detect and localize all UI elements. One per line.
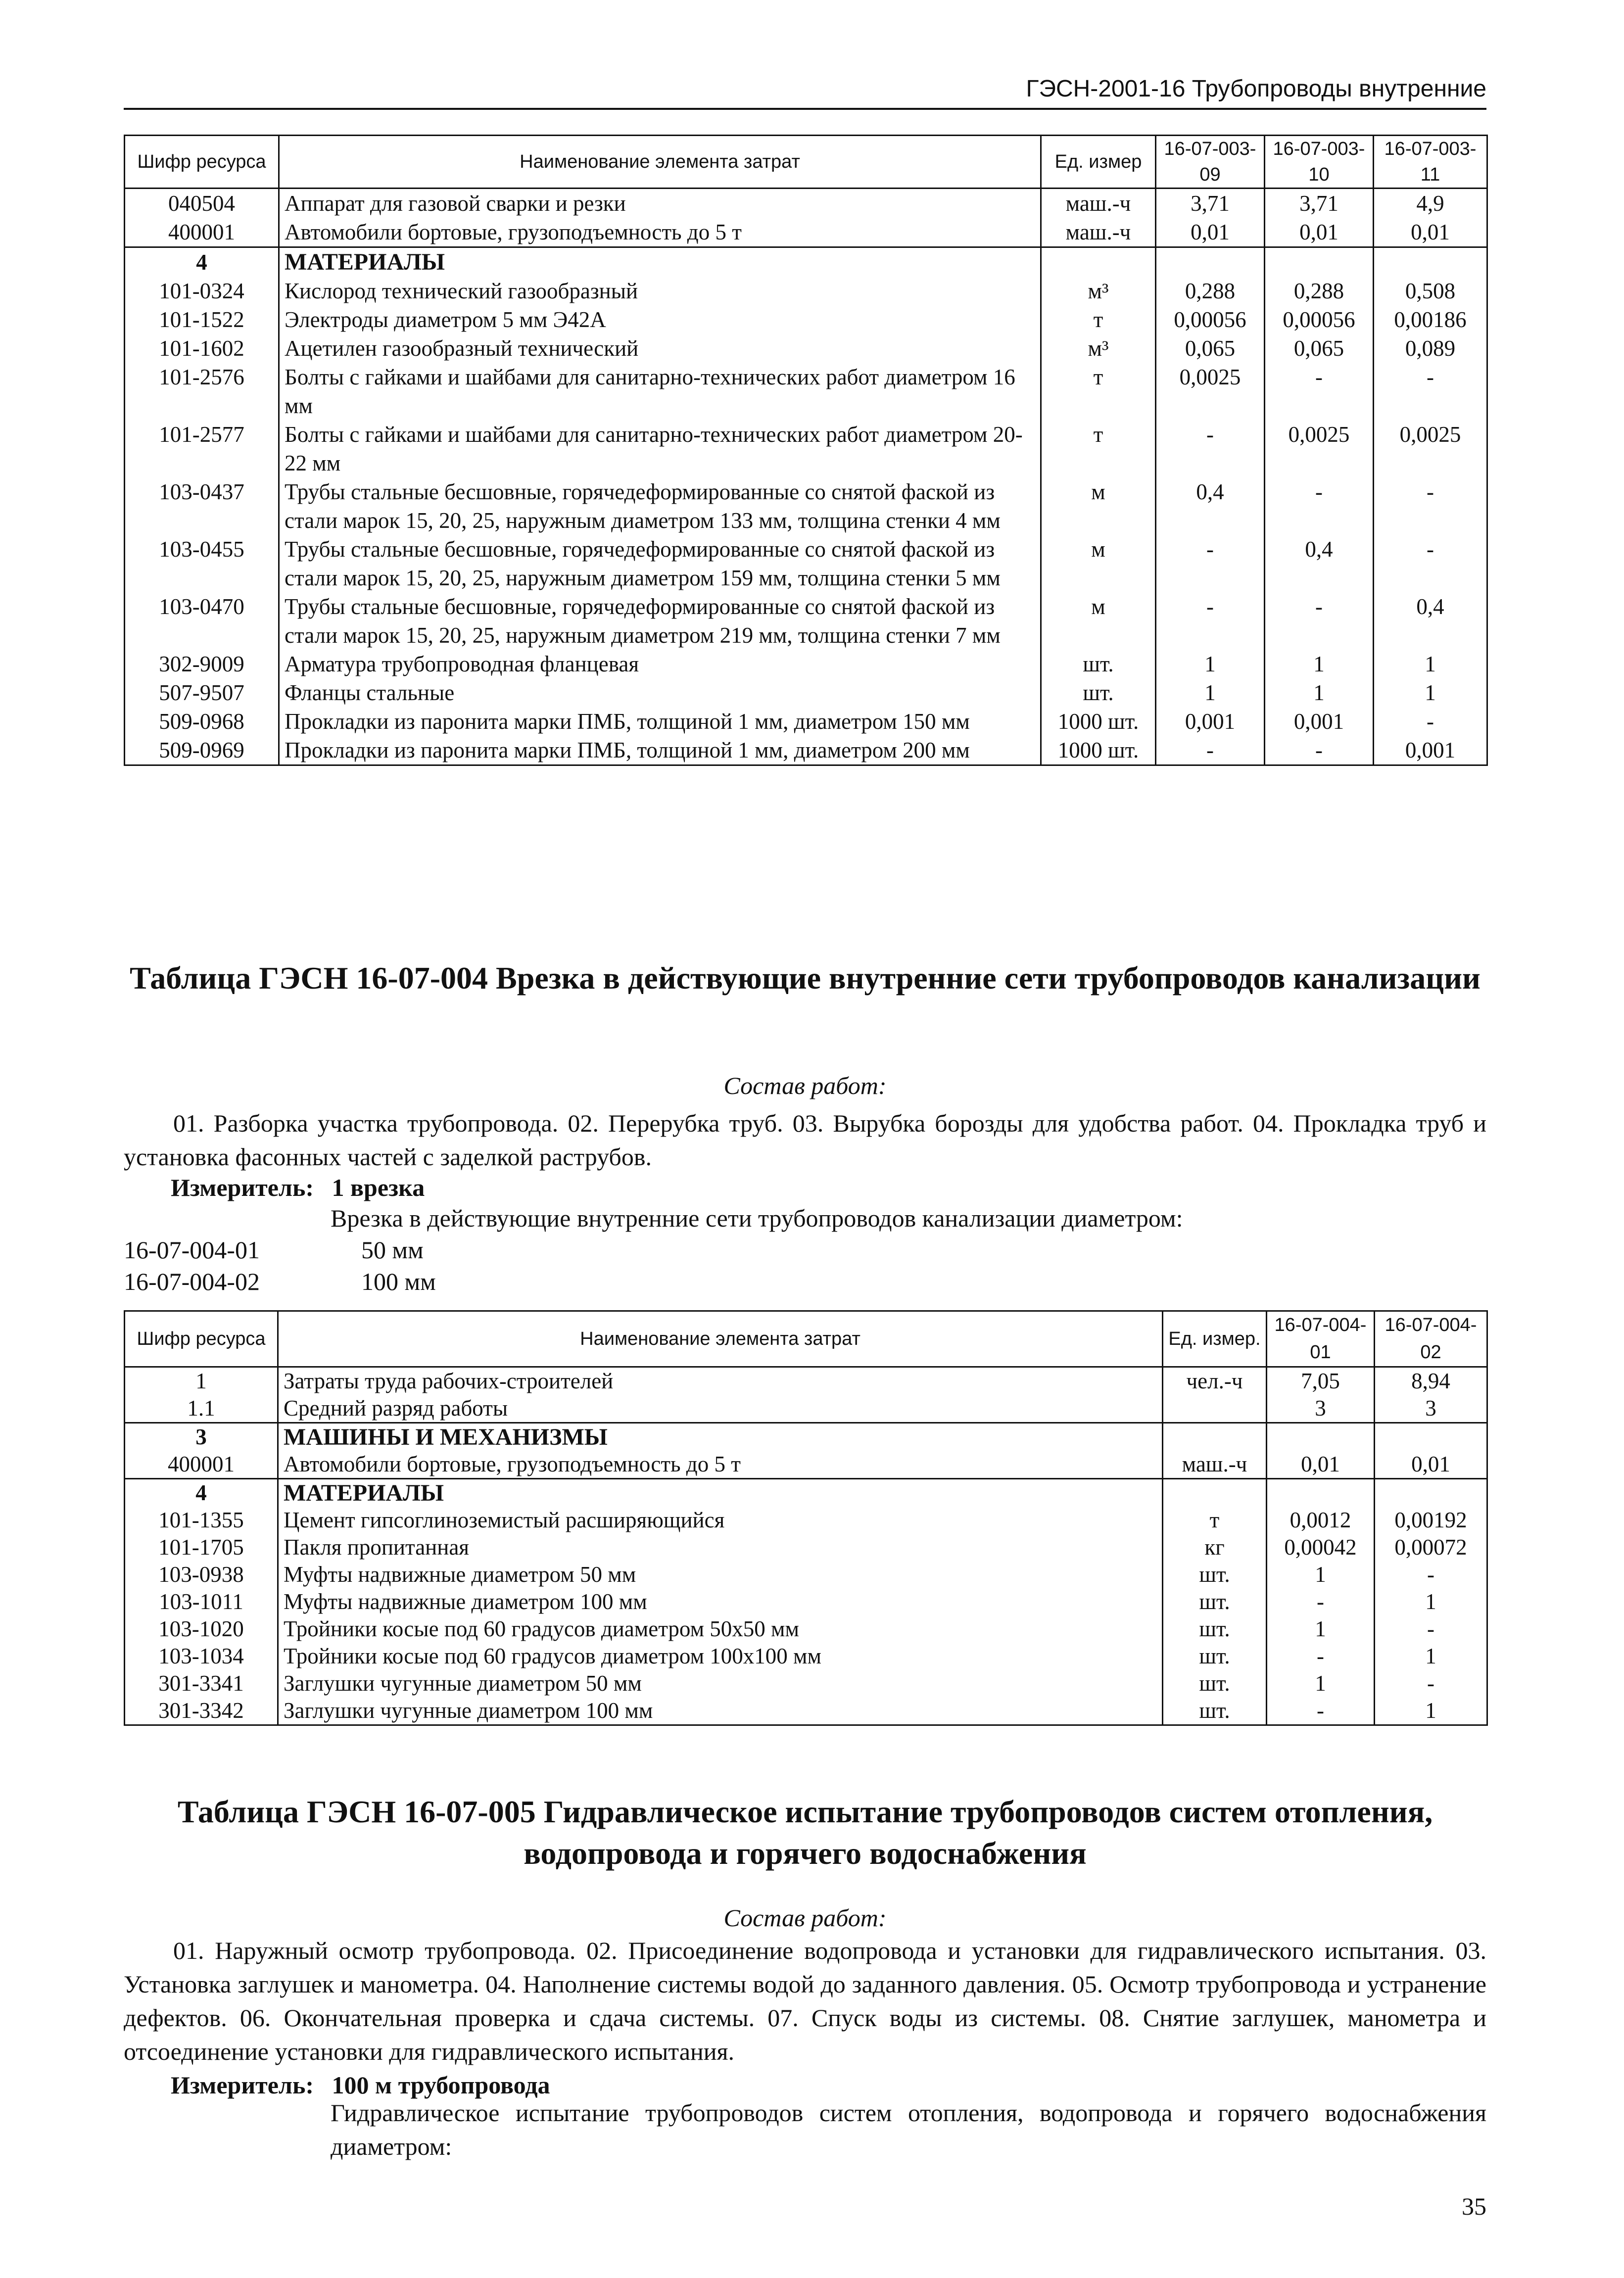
unit-cell: шт.	[1041, 650, 1156, 678]
resource-code-cell: 103-0938	[125, 1561, 278, 1588]
column-header-name: Наименование элемента затрат	[278, 1311, 1163, 1367]
unit-cell: 1000 шт.	[1041, 736, 1156, 765]
norm-value-cell: 0,288	[1156, 277, 1265, 305]
table-row	[125, 1367, 1487, 1395]
unit-cell: 1000 шт.	[1041, 707, 1156, 736]
resource-name-cell: Автомобили бортовые, грузоподъемность до 5 т	[279, 218, 1041, 247]
norm-value-cell: -	[1267, 1697, 1375, 1725]
resource-name-cell: Аппарат для газовой сварки и резки	[279, 189, 1041, 218]
column-header-code: Шифр ресурса	[125, 1311, 278, 1367]
norm-value-cell: -	[1375, 1670, 1487, 1697]
variant-row	[124, 1234, 424, 1266]
norm-value-cell: -	[1265, 592, 1374, 650]
resource-code-cell: 400001	[125, 1451, 278, 1479]
norm-value-cell: 0,508	[1374, 277, 1487, 305]
norm-value-cell: 0,0025	[1265, 420, 1374, 477]
column-header-norm: 16-07-004-01	[1267, 1311, 1375, 1367]
unit-cell: м³	[1041, 334, 1156, 363]
resource-name-cell: Кислород технический газообразный	[279, 277, 1041, 305]
unit-cell: шт.	[1163, 1588, 1267, 1615]
table-row	[125, 420, 1487, 477]
norm-value-cell: 0,065	[1265, 334, 1374, 363]
running-header: ГЭСН-2001-16 Трубопроводы внутренние	[124, 73, 1486, 110]
norm-value-cell: 1	[1265, 678, 1374, 707]
norm-value-cell: 0,288	[1265, 277, 1374, 305]
norm-value-cell: 1	[1267, 1615, 1375, 1643]
resource-name-cell: МАТЕРИАЛЫ	[279, 247, 1041, 277]
table-title-16-07-004: Таблица ГЭСН 16-07-004 Врезка в действующие внутренние сети трубопроводов канализации	[130, 960, 1481, 996]
norm-value-cell	[1267, 1423, 1375, 1451]
norm-value-cell: 3,71	[1156, 189, 1265, 218]
unit-cell: т	[1041, 305, 1156, 334]
unit-cell: шт.	[1041, 678, 1156, 707]
norm-value-cell: 0,01	[1374, 218, 1487, 247]
unit-cell: шт.	[1163, 1643, 1267, 1670]
norm-value-cell: 1	[1375, 1697, 1487, 1725]
table-row	[125, 678, 1487, 707]
norm-value-cell: 0,00056	[1265, 305, 1374, 334]
unit-cell	[1041, 247, 1156, 277]
norm-value-cell	[1267, 1479, 1375, 1507]
table-row	[125, 535, 1487, 592]
resource-table-16-07-004	[124, 1310, 1488, 1726]
norm-value-cell: -	[1265, 736, 1374, 765]
norm-value-cell: 1	[1267, 1670, 1375, 1697]
table-row	[125, 650, 1487, 678]
norm-value-cell: 8,94	[1375, 1367, 1487, 1395]
table-section-row	[125, 1479, 1487, 1507]
norm-value-cell: 1	[1375, 1643, 1487, 1670]
work-composition-heading: Состав работ:	[723, 1072, 887, 1099]
table-section-row	[125, 1423, 1487, 1451]
norm-value-cell: 4,9	[1374, 189, 1487, 218]
resource-name-cell: Арматура трубопроводная фланцевая	[279, 650, 1041, 678]
resource-code-cell: 302-9009	[125, 650, 279, 678]
norm-value-cell: -	[1374, 363, 1487, 420]
resource-code-cell: 3	[125, 1423, 278, 1451]
norm-value-cell: -	[1267, 1588, 1375, 1615]
unit-cell: м³	[1041, 277, 1156, 305]
variant-row	[124, 1266, 436, 1297]
resource-name-cell: Трубы стальные бесшовные, горячедеформированные со снятой фаской из стали марок 15, 20, 25, наружным диаметром 133 мм, толщина стенки 4 мм	[279, 477, 1041, 535]
unit-cell: т	[1163, 1507, 1267, 1534]
resource-name-cell: Ацетилен газообразный технический	[279, 334, 1041, 363]
measure-label: Измеритель:	[171, 2071, 314, 2099]
norm-value-cell: 0,0025	[1156, 363, 1265, 420]
norm-value-cell: 0,4	[1156, 477, 1265, 535]
norm-value-cell: -	[1156, 535, 1265, 592]
resource-code-cell: 101-1705	[125, 1534, 278, 1561]
resource-code-cell: 4	[125, 1479, 278, 1507]
norm-value-cell: 3	[1375, 1395, 1487, 1423]
norm-value-cell: 0,001	[1156, 707, 1265, 736]
table-header-row	[125, 136, 1487, 189]
norm-value-cell: 0,0025	[1374, 420, 1487, 477]
column-header-unit: Ед. измер.	[1163, 1311, 1267, 1367]
resource-code-cell: 101-2577	[125, 420, 279, 477]
resource-code-cell: 4	[125, 247, 279, 277]
unit-cell: шт.	[1163, 1615, 1267, 1643]
table-row	[125, 1395, 1487, 1423]
resource-code-cell: 509-0968	[125, 707, 279, 736]
resource-name-cell: Прокладки из паронита марки ПМБ, толщиной 1 мм, диаметром 200 мм	[279, 736, 1041, 765]
unit-cell: шт.	[1163, 1670, 1267, 1697]
norm-value-cell: -	[1156, 420, 1265, 477]
norm-value-cell: 0,00192	[1375, 1507, 1487, 1534]
table-row	[125, 363, 1487, 420]
variant-intro: Гидравлическое испытание трубопроводов систем отопления, водопровода и горячего водоснабжения диаметром:	[331, 2099, 1486, 2160]
variant-code: 16-07-004-01	[124, 1236, 260, 1264]
variant-intro: Врезка в действующие внутренние сети трубопроводов канализации диаметром:	[331, 1204, 1183, 1232]
table-row	[125, 189, 1487, 218]
norm-value-cell: 0,01	[1375, 1451, 1487, 1479]
table-row	[125, 334, 1487, 363]
resource-code-cell: 040504	[125, 189, 279, 218]
table-row	[125, 1561, 1487, 1588]
resource-name-cell: Болты с гайками и шайбами для санитарно-технических работ диаметром 16 мм	[279, 363, 1041, 420]
table-row	[125, 277, 1487, 305]
table-row	[125, 1507, 1487, 1534]
resource-name-cell: Муфты надвижные диаметром 50 мм	[278, 1561, 1163, 1588]
resource-code-cell: 1.1	[125, 1395, 278, 1423]
resource-name-cell: Электроды диаметром 5 мм Э42А	[279, 305, 1041, 334]
table-row	[125, 1534, 1487, 1561]
resource-name-cell: МАТЕРИАЛЫ	[278, 1479, 1163, 1507]
unit-cell: шт.	[1163, 1697, 1267, 1725]
unit-cell: м	[1041, 592, 1156, 650]
unit-cell: маш.-ч	[1163, 1451, 1267, 1479]
norm-value-cell: 0,00056	[1156, 305, 1265, 334]
resource-name-cell: Трубы стальные бесшовные, горячедеформированные со снятой фаской из стали марок 15, 20, 25, наружным диаметром 159 мм, толщина стенки 5 мм	[279, 535, 1041, 592]
resource-code-cell: 507-9507	[125, 678, 279, 707]
resource-code-cell: 509-0969	[125, 736, 279, 765]
norm-value-cell	[1375, 1423, 1487, 1451]
resource-name-cell: Средний разряд работы	[278, 1395, 1163, 1423]
resource-name-cell: Болты с гайками и шайбами для санитарно-технических работ диаметром 20-22 мм	[279, 420, 1041, 477]
table-row	[125, 592, 1487, 650]
norm-value-cell	[1374, 247, 1487, 277]
norm-value-cell: 0,001	[1265, 707, 1374, 736]
norm-value-cell: 1	[1156, 678, 1265, 707]
column-header-norm: 16-07-003-11	[1374, 136, 1487, 189]
column-header-name: Наименование элемента затрат	[279, 136, 1041, 189]
norm-value-cell: 0,01	[1267, 1451, 1375, 1479]
norm-value-cell: -	[1375, 1615, 1487, 1643]
norm-value-cell: 0,0012	[1267, 1507, 1375, 1534]
norm-value-cell: 1	[1265, 650, 1374, 678]
resource-code-cell: 101-1602	[125, 334, 279, 363]
table-section-row	[125, 247, 1487, 277]
measure-label: Измеритель:	[171, 1174, 314, 1201]
table-row	[125, 477, 1487, 535]
norm-value-cell: 0,01	[1156, 218, 1265, 247]
norm-value-cell: 1	[1374, 650, 1487, 678]
unit-cell: т	[1041, 420, 1156, 477]
norm-value-cell	[1156, 247, 1265, 277]
resource-name-cell: Затраты труда рабочих-строителей	[278, 1367, 1163, 1395]
norm-value-cell: -	[1265, 363, 1374, 420]
resource-name-cell: Фланцы стальные	[279, 678, 1041, 707]
resource-name-cell: МАШИНЫ И МЕХАНИЗМЫ	[278, 1423, 1163, 1451]
unit-cell: м	[1041, 535, 1156, 592]
resource-name-cell: Цемент гипсоглиноземистый расширяющийся	[278, 1507, 1163, 1534]
resource-table-16-07-003	[124, 135, 1488, 766]
norm-value-cell: 3,71	[1265, 189, 1374, 218]
unit-cell: маш.-ч	[1041, 218, 1156, 247]
table-row	[125, 736, 1487, 765]
work-composition-text: 01. Наружный осмотр трубопровода. 02. Присоединение водопровода и установки для гидравлического испытания. 03. Установка заглушек и манометра. 04. Наполнение системы водой до заданного давления. 05. Осмотр трубопровода и устранение дефектов. 06. Окончательная проверка и сдача системы. 07. Спуск воды из системы. 08. Снятие заглушек, манометра и отсоединение установки для гидравлического испытания.	[124, 1937, 1486, 2065]
norm-value-cell: 0,01	[1265, 218, 1374, 247]
resource-code-cell: 101-1355	[125, 1507, 278, 1534]
unit-cell: чел.-ч	[1163, 1367, 1267, 1395]
norm-value-cell: -	[1374, 535, 1487, 592]
norm-value-cell: 0,001	[1374, 736, 1487, 765]
norm-value-cell: 0,00042	[1267, 1534, 1375, 1561]
unit-cell: м	[1041, 477, 1156, 535]
resource-code-cell: 101-2576	[125, 363, 279, 420]
resource-name-cell: Пакля пропитанная	[278, 1534, 1163, 1561]
norm-value-cell: 3	[1267, 1395, 1375, 1423]
norm-value-cell: -	[1156, 592, 1265, 650]
unit-cell: шт.	[1163, 1561, 1267, 1588]
norm-value-cell: 0,00072	[1375, 1534, 1487, 1561]
table-row	[125, 707, 1487, 736]
norm-value-cell: 0,00186	[1374, 305, 1487, 334]
resource-code-cell: 103-1020	[125, 1615, 278, 1643]
work-composition-text: 01. Разборка участка трубопровода. 02. Перерубка труб. 03. Вырубка борозды для удобства работ. 04. Прокладка труб и установка фасонных частей с заделкой раструбов.	[124, 1109, 1486, 1171]
resource-name-cell: Тройники косые под 60 градусов диаметром 50х50 мм	[278, 1615, 1163, 1643]
resource-code-cell: 301-3341	[125, 1670, 278, 1697]
table-row	[125, 1615, 1487, 1643]
norm-value-cell: 7,05	[1267, 1367, 1375, 1395]
norm-value-cell: 1	[1267, 1561, 1375, 1588]
unit-cell: маш.-ч	[1041, 189, 1156, 218]
norm-value-cell: 1	[1374, 678, 1487, 707]
table-row	[125, 1670, 1487, 1697]
work-composition-heading: Состав работ:	[723, 1904, 887, 1932]
norm-value-cell: -	[1267, 1643, 1375, 1670]
unit-cell: кг	[1163, 1534, 1267, 1561]
resource-name-cell: Заглушки чугунные диаметром 100 мм	[278, 1697, 1163, 1725]
unit-cell	[1163, 1423, 1267, 1451]
measure-unit	[171, 1172, 425, 1203]
norm-value-cell: 0,089	[1374, 334, 1487, 363]
norm-value-cell: -	[1156, 736, 1265, 765]
column-header-norm: 16-07-003-10	[1265, 136, 1374, 189]
page-number: 35	[1462, 2192, 1486, 2220]
column-header-norm: 16-07-003-09	[1156, 136, 1265, 189]
table-row	[125, 305, 1487, 334]
resource-name-cell: Автомобили бортовые, грузоподъемность до 5 т	[278, 1451, 1163, 1479]
table-title-16-07-005: Таблица ГЭСН 16-07-005 Гидравлическое испытание трубопроводов систем отопления, водопровода и горячего водоснабжения	[177, 1794, 1433, 1871]
column-header-code: Шифр ресурса	[125, 136, 279, 189]
resource-code-cell: 103-1034	[125, 1643, 278, 1670]
norm-value-cell: -	[1265, 477, 1374, 535]
norm-value-cell	[1265, 247, 1374, 277]
unit-cell	[1163, 1395, 1267, 1423]
resource-code-cell: 400001	[125, 218, 279, 247]
resource-name-cell: Трубы стальные бесшовные, горячедеформированные со снятой фаской из стали марок 15, 20, 25, наружным диаметром 219 мм, толщина стенки 7 мм	[279, 592, 1041, 650]
norm-value-cell: 0,4	[1374, 592, 1487, 650]
column-header-norm: 16-07-004-02	[1375, 1311, 1487, 1367]
table-row	[125, 218, 1487, 247]
unit-cell: т	[1041, 363, 1156, 420]
resource-code-cell: 101-1522	[125, 305, 279, 334]
table-row	[125, 1643, 1487, 1670]
column-header-unit: Ед. измер	[1041, 136, 1156, 189]
resource-code-cell: 103-0470	[125, 592, 279, 650]
norm-value-cell: 0,065	[1156, 334, 1265, 363]
resource-name-cell: Муфты надвижные диаметром 100 мм	[278, 1588, 1163, 1615]
variant-value: 100 мм	[361, 1268, 436, 1295]
norm-value-cell: -	[1374, 707, 1487, 736]
norm-value-cell	[1375, 1479, 1487, 1507]
resource-code-cell: 103-1011	[125, 1588, 278, 1615]
resource-code-cell: 101-0324	[125, 277, 279, 305]
measure-value: 1 врезка	[332, 1174, 425, 1201]
resource-code-cell: 103-0437	[125, 477, 279, 535]
resource-name-cell: Тройники косые под 60 градусов диаметром 100х100 мм	[278, 1643, 1163, 1670]
norm-value-cell: -	[1375, 1561, 1487, 1588]
table-row	[125, 1588, 1487, 1615]
norm-value-cell: -	[1374, 477, 1487, 535]
measure-value: 100 м трубопровода	[332, 2071, 550, 2099]
variant-code: 16-07-004-02	[124, 1268, 260, 1295]
resource-name-cell: Прокладки из паронита марки ПМБ, толщиной 1 мм, диаметром 150 мм	[279, 707, 1041, 736]
unit-cell	[1163, 1479, 1267, 1507]
resource-code-cell: 103-0455	[125, 535, 279, 592]
variant-value: 50 мм	[361, 1236, 424, 1264]
resource-name-cell: Заглушки чугунные диаметром 50 мм	[278, 1670, 1163, 1697]
table-header-row	[125, 1311, 1487, 1367]
resource-code-cell: 1	[125, 1367, 278, 1395]
resource-code-cell: 301-3342	[125, 1697, 278, 1725]
norm-value-cell: 1	[1375, 1588, 1487, 1615]
norm-value-cell: 0,4	[1265, 535, 1374, 592]
table-row	[125, 1697, 1487, 1725]
table-row	[125, 1451, 1487, 1479]
norm-value-cell: 1	[1156, 650, 1265, 678]
